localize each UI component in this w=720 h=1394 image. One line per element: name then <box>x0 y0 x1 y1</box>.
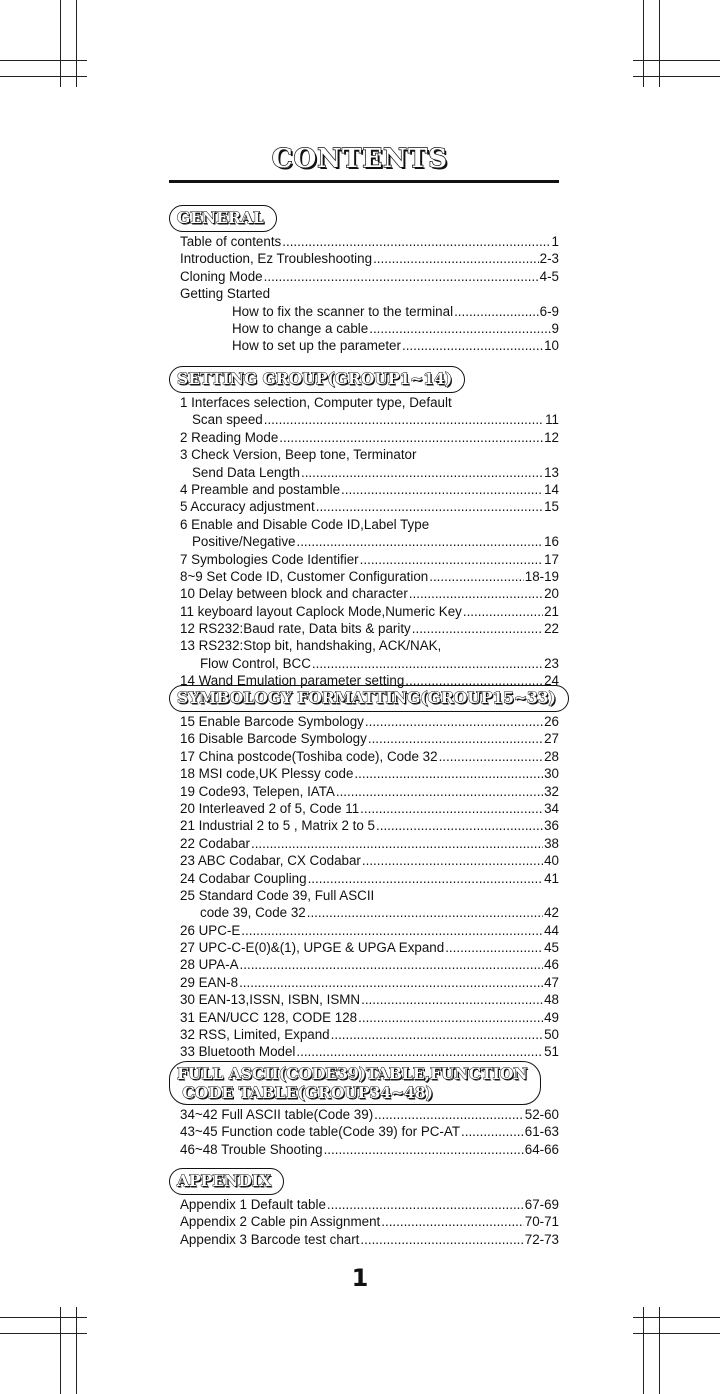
toc-entry <box>180 904 559 921</box>
dot-leader <box>241 922 543 939</box>
toc-entry-page: 4-5 <box>539 268 559 284</box>
toc-entry <box>180 991 559 1008</box>
toc-entry-title: 15 Enable Barcode Symbology <box>180 714 364 729</box>
dot-leader <box>361 991 543 1008</box>
toc-entry <box>180 464 559 481</box>
toc-entry <box>180 250 559 267</box>
dot-leader <box>369 320 550 337</box>
dot-leader <box>331 1026 543 1043</box>
toc-entry-page: 70-71 <box>524 1214 559 1230</box>
section-symbology-formatting <box>169 685 559 1061</box>
toc-entry-page: 1 <box>551 234 559 249</box>
toc-entry <box>180 533 559 550</box>
dot-leader <box>327 1196 524 1213</box>
crop-mark <box>633 60 720 61</box>
dot-leader <box>429 568 524 585</box>
dot-leader <box>461 1123 524 1140</box>
toc-entry <box>180 1026 559 1043</box>
toc-entry <box>180 835 559 852</box>
toc-entry <box>180 730 559 747</box>
toc-entry-title: Getting Started <box>180 286 271 302</box>
toc-entry-page: 36 <box>544 818 559 834</box>
crop-mark <box>0 60 87 61</box>
dot-leader <box>358 1009 543 1026</box>
section-heading: FULL ASCII(CODE39)TABLE,FUNCTION CODE TABLE(GROUP34~48) <box>169 1061 541 1105</box>
toc-entry-page: 12 <box>544 429 559 445</box>
dot-leader <box>279 429 543 446</box>
toc-entry-page: 21 <box>544 603 559 619</box>
toc-entry-page: 20 <box>544 586 559 602</box>
toc-entry <box>180 1213 559 1230</box>
dot-leader <box>360 551 543 568</box>
dot-leader <box>368 730 543 747</box>
toc-entry-page: 26 <box>544 714 559 729</box>
toc-list <box>169 394 559 690</box>
toc-entry <box>180 233 559 250</box>
toc-entry-page: 16 <box>544 534 559 550</box>
toc-entry-title: 22 Codabar <box>180 835 250 851</box>
toc-entry-title: 14 Wand Emulation parameter setting <box>180 673 405 689</box>
toc-entry <box>180 1123 559 1140</box>
toc-entry-title: 34~42 Full ASCII table(Code 39) <box>180 1107 374 1122</box>
section-heading: SETTING GROUP(GROUP1~14) <box>169 366 465 393</box>
dot-leader <box>240 956 544 973</box>
dot-leader <box>373 250 539 267</box>
toc-entry-title: How to fix the scanner to the terminal <box>232 303 454 319</box>
toc-entry-page: 49 <box>544 1009 559 1025</box>
toc-entry <box>180 1043 559 1060</box>
dot-leader <box>251 835 543 852</box>
toc-entry-page: 13 <box>544 464 559 480</box>
toc-entry-title: 8~9 Set Code ID, Customer Configuration <box>180 568 429 584</box>
toc-entry-page: 34 <box>544 800 559 816</box>
toc-entry <box>180 1009 559 1026</box>
toc-entry-title: 30 EAN-13,ISSN, ISBN, ISMN <box>180 992 361 1008</box>
crop-mark <box>0 1317 87 1318</box>
section-setting-group <box>169 366 559 690</box>
toc-entry-page: 2-3 <box>539 251 559 267</box>
toc-entry-page: 30 <box>544 766 559 782</box>
toc-entry-page: 48 <box>544 992 559 1008</box>
section-appendix <box>169 1168 559 1248</box>
toc-entry-title: Appendix 1 Default table <box>180 1197 326 1212</box>
dot-leader <box>360 1231 523 1248</box>
toc-entry <box>180 498 559 515</box>
toc-entry-title: 5 Accuracy adjustment <box>180 499 315 515</box>
toc-entry-page: 50 <box>544 1027 559 1043</box>
toc-entry <box>180 765 559 782</box>
crop-mark <box>643 1307 644 1394</box>
toc-entry-page: 15 <box>544 499 559 515</box>
toc-entry-page: 41 <box>544 870 559 886</box>
toc-entry <box>180 603 559 620</box>
toc-entry-title: 11 keyboard layout Caplock Mode,Numeric Key <box>180 603 462 619</box>
toc-entry-title: 28 UPA-A <box>180 957 239 973</box>
toc-entry <box>180 852 559 869</box>
toc-entry-page: 17 <box>544 551 559 567</box>
dot-leader <box>264 411 544 428</box>
toc-entry-page: 52-60 <box>524 1107 559 1122</box>
dot-leader <box>316 498 543 515</box>
toc-entry-page: 67-69 <box>524 1197 559 1212</box>
section-general <box>169 205 559 355</box>
dot-leader <box>301 464 543 481</box>
dot-leader <box>412 620 543 637</box>
toc-entry-page: 11 <box>545 412 559 428</box>
toc-entry <box>180 551 559 568</box>
dot-leader <box>463 603 543 620</box>
dot-leader <box>307 904 543 921</box>
toc-entry-title: code 39, Code 32 <box>200 905 306 921</box>
toc-entry <box>180 320 559 337</box>
toc-list <box>169 1196 559 1248</box>
toc-entry-title: Table of contents <box>180 234 282 249</box>
toc-entry <box>180 817 559 834</box>
toc-entry <box>180 620 559 637</box>
toc-entry-page: 23 <box>544 655 559 671</box>
toc-entry-page: 61-63 <box>524 1124 559 1140</box>
crop-mark <box>60 0 61 87</box>
toc-entry-page: 9 <box>551 320 559 336</box>
toc-entry-title: 1 Interfaces selection, Computer type, Default <box>180 395 452 410</box>
toc-entry-title: 19 Code93, Telepen, IATA <box>180 783 335 799</box>
dot-leader <box>454 303 539 320</box>
crop-mark <box>76 1307 77 1394</box>
dot-leader <box>360 800 543 817</box>
toc-entry-title: 21 Industrial 2 to 5 , Matrix 2 to 5 <box>180 818 376 834</box>
toc-entry-page: 45 <box>544 940 559 956</box>
toc-entry-title: 16 Disable Barcode Symbology <box>180 731 367 747</box>
toc-entry-title: 20 Interleaved 2 of 5, Code 11 <box>180 800 360 816</box>
toc-list <box>169 233 559 355</box>
title-rule <box>169 180 559 183</box>
toc-entry-title: Scan speed <box>192 412 263 428</box>
toc-entry-title: Positive/Negative <box>192 534 296 550</box>
section-full-ascii-function-code <box>169 1061 559 1158</box>
dot-leader <box>264 268 539 285</box>
toc-entry-title: 10 Delay between block and character <box>180 586 408 602</box>
toc-entry-title: 25 Standard Code 39, Full ASCII <box>180 887 375 903</box>
toc-entry <box>180 956 559 973</box>
toc-entry-title: How to set up the parameter <box>232 338 401 354</box>
toc-entry <box>180 568 559 585</box>
toc-entry-page: 44 <box>544 922 559 938</box>
toc-entry-page: 28 <box>544 748 559 764</box>
toc-entry <box>180 268 559 285</box>
dot-leader <box>296 1043 543 1060</box>
toc-entry-title: 43~45 Function code table(Code 39) for PC-AT <box>180 1124 460 1140</box>
dot-leader <box>354 765 543 782</box>
section-heading: GENERAL <box>169 205 277 232</box>
page-number: 1 <box>351 1264 369 1292</box>
toc-entry-title: 29 EAN-8 <box>180 974 239 990</box>
toc-entry-page: 27 <box>544 731 559 747</box>
toc-entry-page: 32 <box>544 783 559 799</box>
toc-entry-title: 12 RS232:Baud rate, Data bits & parity <box>180 621 411 637</box>
toc-entry-page: 18-19 <box>524 568 559 584</box>
toc-entry-title: 23 ABC Codabar, CX Codabar <box>180 853 361 869</box>
toc-entry-title: 27 UPC-C-E(0)&(1), UPGE & UPGA Expand <box>180 940 445 956</box>
dot-leader <box>336 783 543 800</box>
toc-entry-title: How to change a cable <box>232 320 369 336</box>
toc-entry <box>180 1141 559 1158</box>
toc-entry-title: Flow Control, BCC <box>200 655 311 671</box>
crop-mark <box>633 76 720 77</box>
toc-entry <box>180 783 559 800</box>
toc-entry-page: 10 <box>544 338 559 354</box>
section-heading: SYMBOLOGY FORMATTING(GROUP15~33) <box>169 685 569 712</box>
toc-entry <box>180 303 559 320</box>
toc-entry-title: Send Data Length <box>192 464 300 480</box>
toc-entry <box>180 922 559 939</box>
toc-entry-page: 14 <box>544 481 559 497</box>
toc-entry <box>180 1231 559 1248</box>
toc-entry-page: 51 <box>544 1044 559 1060</box>
toc-entry <box>180 481 559 498</box>
dot-leader <box>376 817 543 834</box>
toc-entry-page: 64-66 <box>524 1141 559 1157</box>
dot-leader <box>324 1141 524 1158</box>
toc-entry <box>180 337 559 354</box>
toc-entry-page: 6-9 <box>539 303 559 319</box>
toc-entry <box>180 429 559 446</box>
dot-leader <box>282 233 550 250</box>
toc-entry-title: 3 Check Version, Beep tone, Terminator <box>180 447 417 463</box>
toc-entry <box>180 870 559 887</box>
dot-leader <box>381 1213 524 1230</box>
toc-entry-page: 38 <box>544 835 559 851</box>
toc-entry <box>180 800 559 817</box>
toc-entry-title: 17 China postcode(Toshiba code), Code 32 <box>180 748 438 764</box>
toc-entry-title: 33 Bluetooth Model <box>180 1044 296 1060</box>
dot-leader <box>445 939 543 956</box>
toc-entry-title: Appendix 2 Cable pin Assignment <box>180 1214 381 1230</box>
crop-mark <box>0 76 87 77</box>
toc-entry-page: 24 <box>544 673 559 689</box>
toc-entry-title: 46~48 Trouble Shooting <box>180 1141 323 1157</box>
toc-entry-title: 24 Codabar Coupling <box>180 870 307 886</box>
crop-mark <box>60 1307 61 1394</box>
toc-entry-title: 31 EAN/UCC 128, CODE 128 <box>180 1009 358 1025</box>
toc-entry <box>180 655 559 672</box>
toc-entry-title: 32 RSS, Limited, Expand <box>180 1027 330 1043</box>
crop-mark <box>633 1333 720 1334</box>
toc-entry-title: 6 Enable and Disable Code ID,Label Type <box>180 516 430 532</box>
toc-entry <box>180 748 559 765</box>
toc-entry <box>180 585 559 602</box>
toc-list <box>169 1106 559 1158</box>
toc-entry-title: Cloning Mode <box>180 268 263 284</box>
toc-entry-title: 26 UPC-E <box>180 922 241 938</box>
toc-entry <box>180 974 559 991</box>
toc-entry-page: 40 <box>544 853 559 869</box>
crop-mark <box>659 0 660 87</box>
toc-entry-title: 7 Symbologies Code Identifier <box>180 551 359 567</box>
crop-mark <box>659 1307 660 1394</box>
toc-entry <box>180 939 559 956</box>
dot-leader <box>402 337 543 354</box>
dot-leader <box>296 533 543 550</box>
toc-entry <box>180 1196 559 1213</box>
page-title: CONTENTS <box>271 144 449 174</box>
toc-entry-title: Appendix 3 Barcode test chart <box>180 1231 360 1247</box>
section-heading: APPENDIX <box>169 1168 284 1195</box>
dot-leader <box>374 1106 524 1123</box>
crop-mark <box>643 0 644 87</box>
crop-mark <box>633 1317 720 1318</box>
dot-leader <box>439 748 544 765</box>
dot-leader <box>365 713 543 730</box>
dot-leader <box>362 852 543 869</box>
toc-entry <box>180 1106 559 1123</box>
dot-leader <box>312 655 543 672</box>
toc-entry-title: Introduction, Ez Troubleshooting <box>180 251 373 267</box>
toc-entry-page: 42 <box>544 905 559 921</box>
dot-leader <box>308 870 544 887</box>
toc-entry-page: 72-73 <box>524 1231 559 1247</box>
toc-entry <box>180 411 559 428</box>
dot-leader <box>409 585 543 602</box>
toc-list <box>169 713 559 1061</box>
toc-entry-page: 47 <box>544 974 559 990</box>
toc-entry-page: 22 <box>544 621 559 637</box>
toc-entry-title: 4 Preamble and postamble <box>180 481 341 497</box>
dot-leader <box>341 481 543 498</box>
toc-entry-page: 46 <box>544 957 559 973</box>
crop-mark <box>76 0 77 87</box>
crop-mark <box>0 1333 87 1334</box>
toc-entry-title: 13 RS232:Stop bit, handshaking, ACK/NAK, <box>180 638 442 654</box>
toc-entry <box>180 713 559 730</box>
dot-leader <box>239 974 543 991</box>
toc-entry-title: 18 MSI code,UK Plessy code <box>180 766 354 782</box>
toc-entry-title: 2 Reading Mode <box>180 429 279 445</box>
